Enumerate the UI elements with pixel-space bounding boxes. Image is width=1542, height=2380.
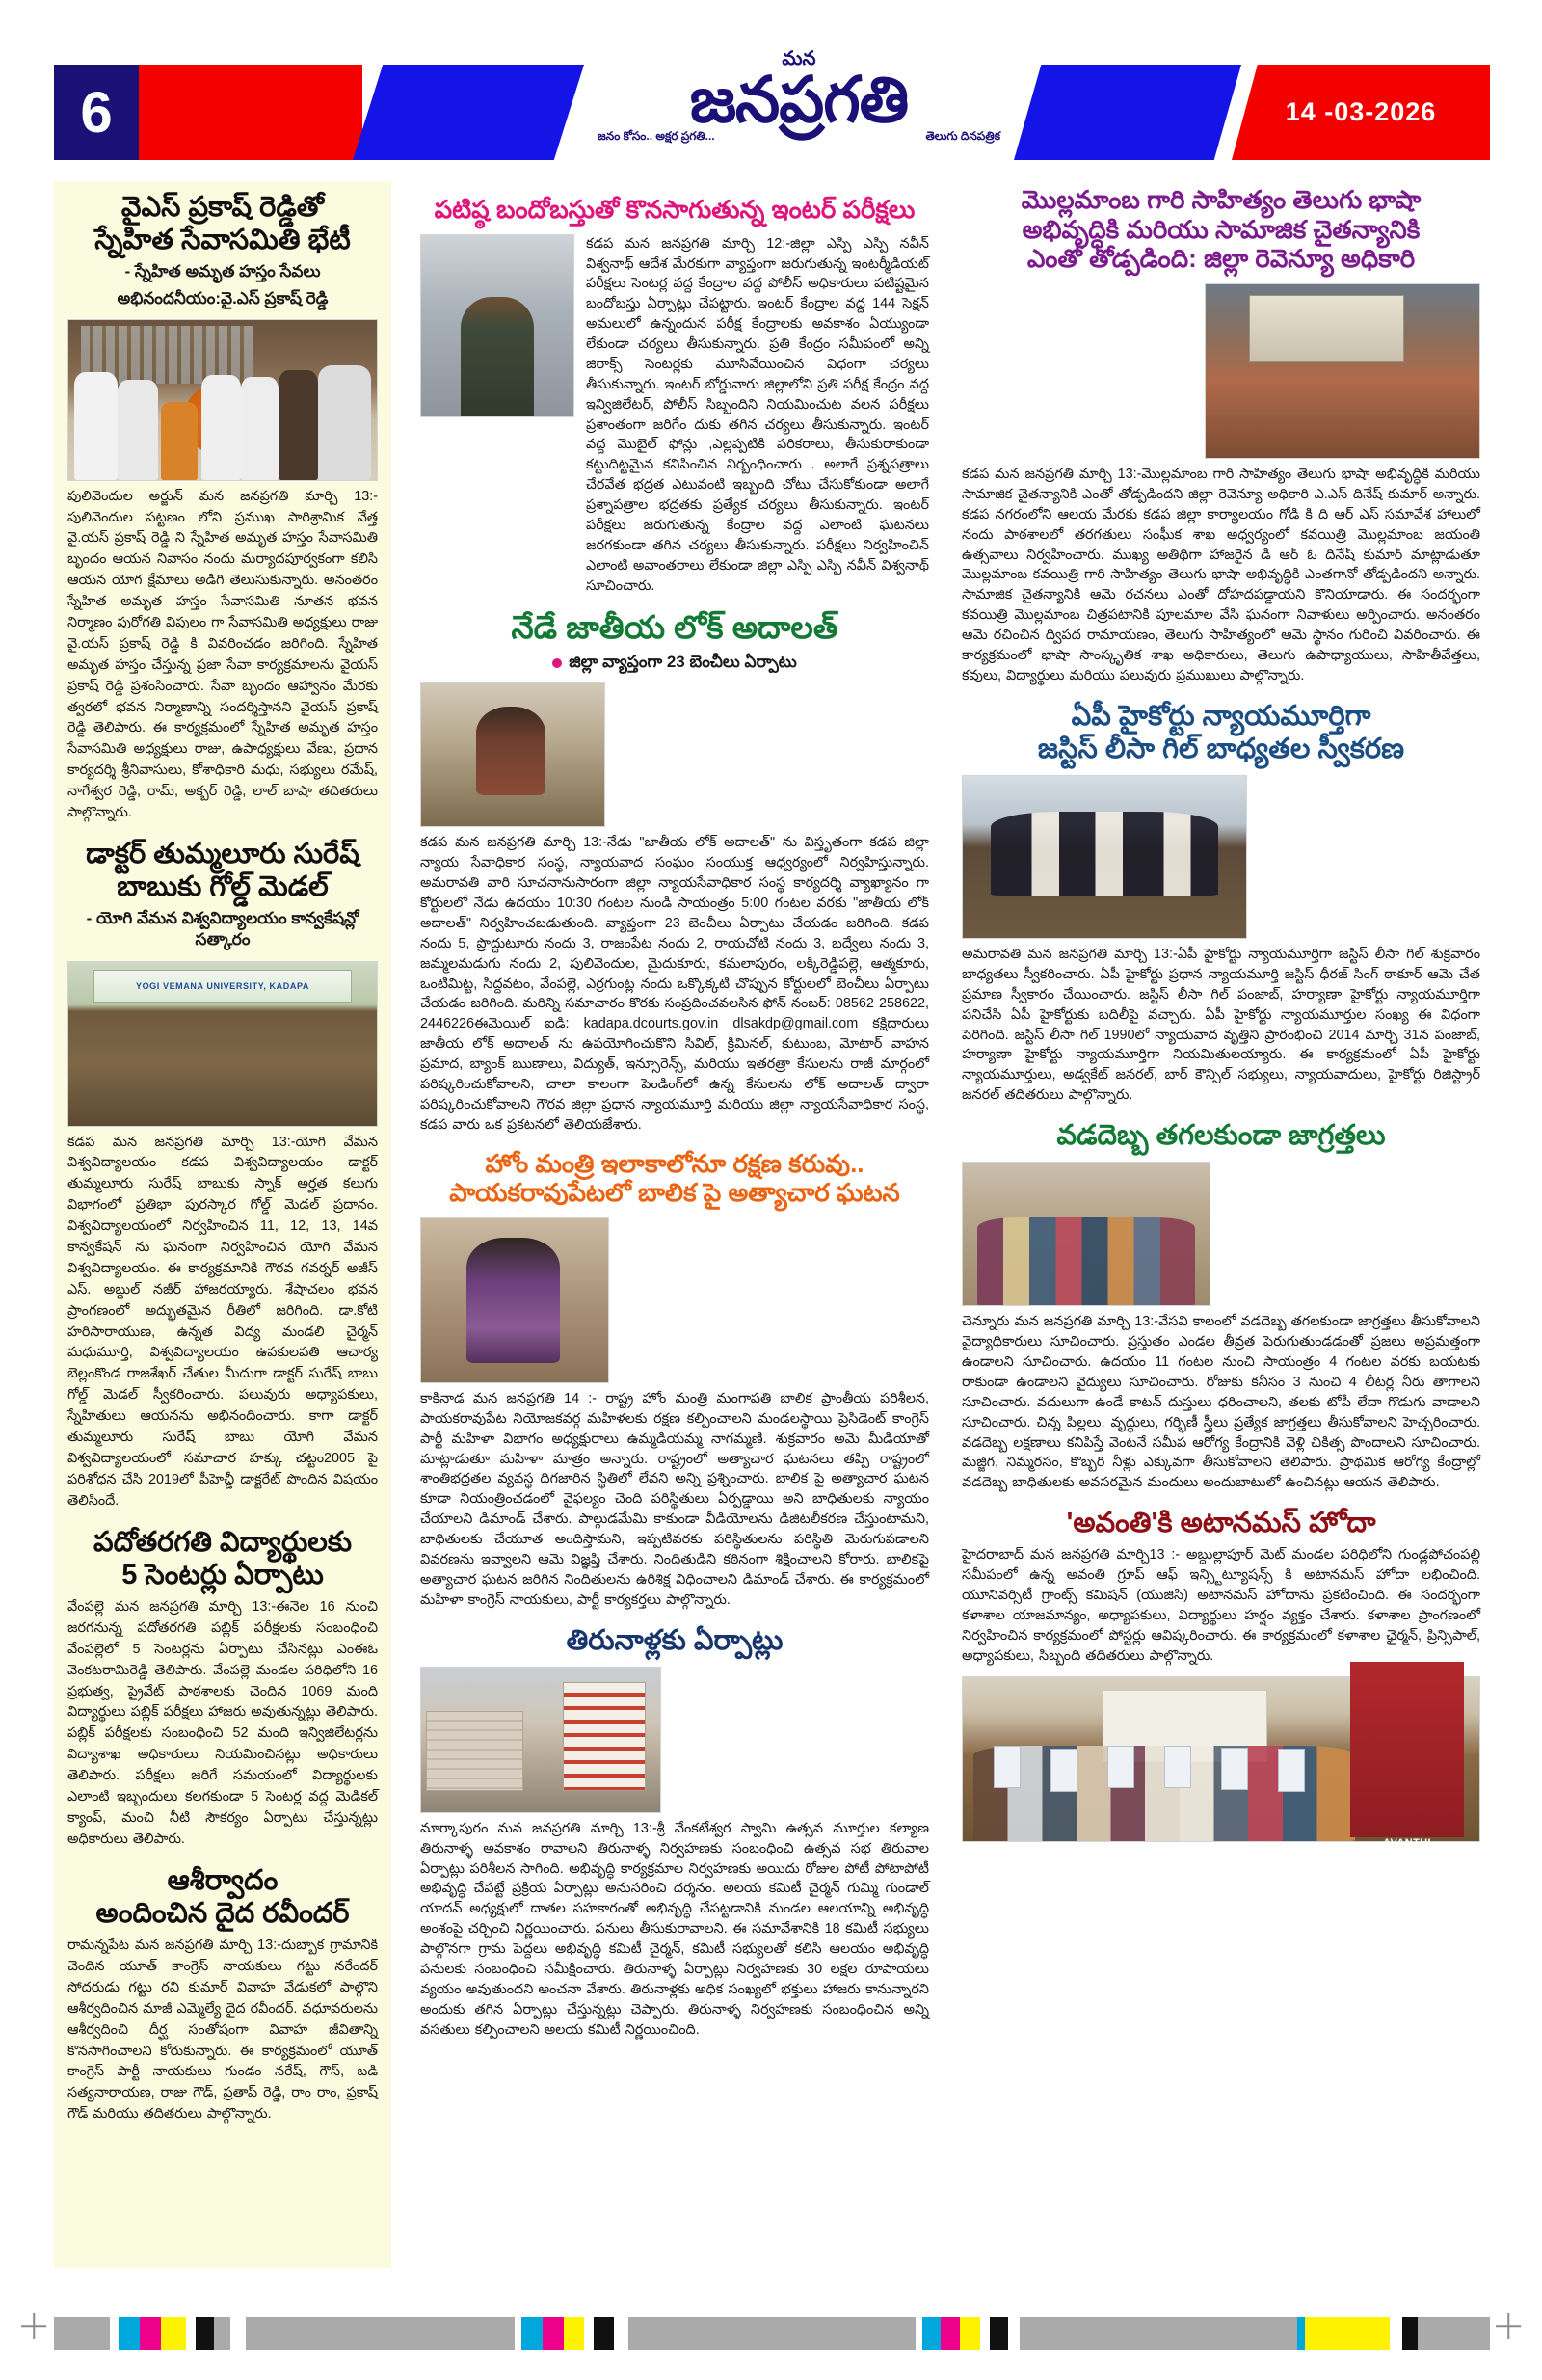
article-body: అమరావతి మన జనప్రగతి మార్చి 13:-ఏపీ హైకోర్టు న్యాయమూర్తిగా జస్టిస్ లీసా గిల్ శుక్రవారం బాధ్యతలు స్వీకరించారు. ఏపీ హైకోర్టు ప్రధాన న్యాయమూర్తి జస్టిస్ ధీరజ్ సింగ్ ఠాకూర్ ఆమె చేత ప్రమాణ స్వీకారం చేయించారు. జస్టిస్ లీసా గిల్ పంజాబ్, హర్యాణా హైకోర్టు న్యాయమూర్తిగా పనిచేసి ఏపీ హైకోర్టుకు బదిలీపై వచ్చారు. ఏపీ హైకోర్టు న్యాయమూర్తుల సంఖ్య ఈ విధంగా పెరిగింది. జస్టిస్ లీసా గిల్ 1990లో న్యాయవాద వృత్తిని ప్రారంభించి 2014 మార్చి 31న పంజాబ్, హర్యాణా హైకోర్టు న్యాయమూర్తిగా నియమితులయ్యారు. ఈ కార్యక్రమంలో ఏపీ హైకోర్టు న్యాయమూర్తులు, అడ్వకేట్ జనరల్, బార్ కౌన్సిల్ సభ్యులు, న్యాయవాదులు, హైకోర్టు రిజిస్ట్రార్ జనరల్ తదితరులు పాల్గొన్నారు.: [962, 947, 1480, 1104]
article-body: మార్కాపురం మన జనప్రగతి మార్చి 13:-శ్రీ వేంకటేశ్వర స్వామి ఉత్సవ మూర్తుల కల్యాణ తిరునాళ్ళ అవకాశం రావాలని తిరునాళ్ళ నిర్వహణకు సంబంధించి ఉత్సవ సభ తిరువాల ఏర్పాట్లు పరిశీలన సాగింది. అభివృద్ధి కార్యక్రమాల నిర్వహణకు అయిదు రోజుల పోటీ పోటాపోటీ అభివృద్ధి చేపట్టే ప్రక్రియ ఏర్పాట్లు అనుసరించి దర్శనం. అలయ కమిటీ చైర్మన్ గుమ్మి గుండాల్ యాదవ్ అధ్యక్షులో దాతల సహకారంతో అభివృద్ధి చేపట్టడానికి మండల ఆలయాన్ని అభివృద్ధి అంశంపై చర్చించి నిర్ణయించారు. పనులు తీసుకురావాలని. ఈ సమావేశానికి 18 కమిటీ సభ్యులు పాల్గొనగా గ్రామ పెద్దలు అభివృద్ధి కమిటీ చైర్మన్, కమిటీ సభ్యులతో కలిసి ఆలయం అభివృద్ధి పనులకు సంబంధించి సమీక్షించారు. తిరునాళ్ళ ఏర్పాట్లు నిర్వహణకు 30 లక్షల రూపాయలు వ్యయం అవుతుందని అంచనా వేశారు. తిరునాళ్లకు అధిక సంఖ్యలో భక్తులు హాజరు కానున్నారని అందుకు తగిన ఏర్పాట్లు చేస్తున్నట్లు చెప్పారు. తిరునాళ్ళ నిర్వహణకు సంబంధించిన అన్ని వసతులు కల్పించాలని అలయ కమిటీ నిర్ణయించింది.: [420, 1820, 929, 2038]
headline-line-2: పాయకరావుపేటలో బాలిక పై అత్యాచార ఘటన: [449, 1178, 900, 1208]
article-body: చెన్నూరు మన జనప్రగతి మార్చి 13:-వేసవి కాలంలో వడదెబ్బ తగలకుండా జాగ్రత్తలు తీసుకోవాలని వైద్యాధికారులు సూచించారు. ప్రస్తుతం ఎండల తీవ్రత పెరుగుతుండడంతో ప్రజలు అప్రమత్తంగా ఉండాలని సూచించారు. ఉదయం 11 గంటల నుంచి సాయంత్రం 4 గంటల వరకు బయటకు రాకుండా ఉండాలని వైద్యులు సూచించారు. రోజుకు కనీసం 3 నుంచి 4 లీటర్ల నీరు తాగాలని సూచించారు. వదులుగా ఉండే కాటన్ దుస్తులు ధరించాలని, తలకు టోపీ లేదా గొడుగు వాడాలని సూచించారు. చిన్న పిల్లలు, వృద్ధులు, గర్భిణీ స్త్రీలు ప్రత్యేక జాగ్రత్తలు తీసుకోవాలని హెచ్చరించారు. వడదెబ్బ లక్షణాలు కనిపిస్తే వెంటనే సమీప ఆరోగ్య కేంద్రానికి వెళ్లి చికిత్స పొందాలని సూచించారు. మజ్జిగ, నిమ్మరసం, కొబ్బరి నీళ్లు ఎక్కువగా తీసుకోవాలని తెలిపారు. ప్రాథమిక ఆరోగ్య కేంద్రాల్లో వడదెబ్బ బాధితులకు అవసరమైన మందులు అందుబాటులో ఉంచినట్లు ఆయన తెలిపారు.: [962, 1314, 1480, 1491]
column-1: [54, 181, 391, 2268]
headline: నేడే జాతీయ లోక్ అదాలత్: [511, 609, 838, 646]
subheadline: [420, 652, 929, 673]
headline-line-1: ఏపీ హైకోర్టు న్యాయమూర్తిగా: [1071, 700, 1371, 732]
headline-line-1: మొల్లమాంబ గారి సాహిత్యం తెలుగు భాషా: [1021, 185, 1422, 214]
cmyk-color-bar: [54, 2317, 1490, 2350]
cmyk-swatch: [110, 2317, 120, 2350]
subheadline-line-1: - స్నేహిత అమృత హస్తం సేవలు: [124, 262, 321, 281]
article-body: కడప మన జనప్రగతి మార్చి 13:-నేడు "జాతీయ లోక్ అదాలత్" ను విస్తృతంగా కడప జిల్లా న్యాయ సేవాధికార సంస్థ, న్యాయవాద సంఘం సంయుక్త ఆధ్వర్యంలో నిర్వహిస్తున్నారు. అమరావతి వారి సూచనానుసారంగా జిల్లా న్యాయసేవాధికార సంస్థ కార్యదర్శి వ్యాఖ్యానం గా కోర్టులలో నేడు ఉదయం 10:30 గంటల నుండి సాయంత్రం 5:00 గంటల వరకు "జాతీయ లోక్ అదాలత్" నిర్వహించబడుతుంది. వ్యాప్తంగా 23 బెంచీలు ఏర్పాటు చేయడం జరిగింది. కడప నందు 5, ప్రొద్దుటూరు నందు 3, రాజంపేట నందు 2, రాయచోటి నందు 3, బద్వేలు నందు 3, జమ్మలమడుగు నందు 2, పులివెందుల, మైదుకూరు, కమలాపురం, లక్కిరెడ్డిపల్లె, ఆత్మకూరు, ఒంటిమిట్ట, సిద్దవటం, వేంపల్లె, ఎర్రగుంట్ల నందు ఒక్కొక్కటి చొప్పున కోర్టులలో బెంచీలు ఏర్పాటు చేయడం జరిగింది. మరిన్ని సమాచారం కొరకు సంప్రదించవలసిన ఫోన్ నంబర్: 08562 258622, 2446226ఈమెయిల్ ఐడి: kadapa.dcourts.gov.in dlsakdp@gmail.com కక్షిదారులు జాతీయ లోక్ అదాలత్ ను ఉపయోగించుకొని సివిల్, క్రిమినల్, కుటుంబ, మోటార్ వాహన ప్రమాద, బ్యాంక్ ఋణాలు, విద్యుత్, ఇన్సూరెన్స్, మరియు ఇతరత్రా కేసులను రాజీ మార్గంలో పరిష్కరించుకోవాలని, చాలా కాలంగా పెండింగ్‌లో ఉన్న కేసులను లోక్ అదాలత్ ద్వారా పరిష్కరించుకోవాలని గౌరవ జిల్లా ప్రధాన న్యాయమూర్తి మరియు జిల్లా న్యాయసేవాధికార సంస్థ, కడప వారు ఒక ప్రకటనలో తెలియజేశారు.: [420, 835, 929, 1133]
cmyk-swatch: [960, 2317, 981, 2350]
cmyk-swatch: [1444, 2317, 1490, 2350]
page-number: 6: [54, 65, 139, 160]
article-body-intro: [962, 283, 1193, 459]
headline: వడదెబ్బ తగలకుండా జాగ్రత్తలు: [1056, 1120, 1386, 1152]
cmyk-swatch: [140, 2317, 161, 2350]
article-exam-centres: [67, 1526, 378, 1851]
article-assault-case: [420, 1149, 929, 1611]
photo-temple-construction: [420, 1667, 661, 1813]
masthead-blue-band-left: [353, 65, 584, 160]
podium-line-1: AVANTHI: [1382, 1837, 1431, 1850]
article-body: హైదరాబాద్ మన జనప్రగతి మార్చి13 :- అబ్దుల్లాపూర్ మెట్ మండల పరిధిలోని గుండ్లపోచంపల్లి సమీపంలో ఉన్న అవంతి గ్రూప్ ఆఫ్ ఇన్స్టిట్యూషన్స్ కి అటానమస్ హోదా లభించింది. యూనివర్సిటీ గ్రాంట్స్ కమిషన్ (యుజిసి) అటానమస్ హోదాను ప్రకటించింది. ఈ సందర్భంగా కళాశాల యాజమాన్యం, అధ్యాపకులు, విద్యార్థులు హర్షం వ్యక్తం చేశారు. కళాశాల ప్రాంగణంలో నిర్వహించిన కార్యక్రమంలో పోస్టర్లు ఆవిష్కరించారు. ఈ కార్యక్రమంలో కళాశాల ఛైర్మన్, ప్రిన్సిపాల్, అధ్యాపకులు, సిబ్బంది తదితరులు పాల్గొన్నారు.: [962, 1547, 1480, 1664]
headline: పటిష్ఠ బందోబస్తుతో కొనసాగుతున్న ఇంటర్ పరీక్షలు: [434, 195, 916, 224]
headline-line-1: ఆశీర్వాదం: [167, 1864, 279, 1896]
poster-icon: [1221, 1748, 1248, 1790]
poster-icon: [1278, 1749, 1305, 1791]
cmyk-swatch: [990, 2317, 1008, 2350]
tagline-right: తెలుగు దినపత్రిక: [925, 129, 1000, 144]
cmyk-swatch: [54, 2317, 110, 2350]
article-body-intro: [1259, 775, 1480, 939]
cmyk-swatch: [230, 2317, 247, 2350]
article-gold-medal: [67, 838, 378, 1512]
university-banner-text: YOGI VEMANA UNIVERSITY, KADAPA: [93, 970, 353, 1003]
article-justice-lisa-gill: [962, 700, 1480, 1106]
article-body-intro: [617, 682, 929, 827]
cmyk-swatch: [628, 2317, 916, 2350]
article-body-intro: [1222, 1162, 1480, 1306]
cmyk-swatch: [1008, 2317, 1020, 2350]
cmyk-swatch: [196, 2317, 214, 2350]
podium-line-2: GROUP: [1392, 1851, 1422, 1859]
cmyk-swatch: [543, 2317, 564, 2350]
headline-line-1: పదోతరగతి విద్యార్థులకు: [93, 1526, 353, 1558]
article-body: కడప మన జనప్రగతి మార్చి 13:-మొల్లమాంబ గారి సాహిత్యం తెలుగు భాషా అభివృద్ధికి మరియు సామాజిక చైతన్యానికి ఎంతో తోడ్పడిందని జిల్లా రెవెన్యూ అధికారి ఎ.ఎస్ దినేష్ కుమార్ అన్నారు. కడప నగరంలోని ఆలయ మేరకు కడప జిల్లా కార్యాలయం గోడి కి ది ఆర్ ఎస్ సమావేశ హాలులో నందు పాఠశాలలో తరగతులు సంఘీక శాఖ అధ్వర్యంలో కవయిత్రి మొల్లమాంబ జయంతి ఉత్సవాలు నిర్వహించారు. ముఖ్య అతిథిగా హాజరైన డి ఆర్ ఓ దినేష్ కుమార్ మాట్లాడుతూ మొల్లమాంబ కవయిత్రి గారి సాహిత్యం తెలుగు భాషా అభివృద్ధికి ఎంతగానో తోడ్పడిందని అన్నారు. సామాజిక చైతన్యానికి ఆమె రచనలు ఎంతో దోహదపడ్డాయని కొనియాడారు. ఈ సందర్భంగా కవయిత్రి మొల్లమాంబ చిత్రపటానికి పూలమాల వేసి ఘనంగా నివాళులు అర్పించారు. అనంతరం ఆమె రచించిన ద్విపద రామాయణం, తెలుగు సాహిత్యంలో ఆమె స్థానం గురించి వివరించారు. ఈ కార్యక్రమంలో భాషా సాంస్కృతిక శాఖ అధికారులు, తెలుగు ఉపాధ్యాయులు, సాహితీవేత్తలు, కవులు, విద్యార్థులు మరియు పలువురు ప్రముఖులు పాల్గొన్నారు.: [962, 467, 1480, 683]
article-body: కడప మన జనప్రగతి మార్చి 12:-జిల్లా ఎస్పి ఎస్పి నవీన్ విశ్వనాథ్ ఆదేశ మేరకుగా వ్యాప్తంగా జరుగుతున్న ఇంటర్మీడియట్ పరీక్షలు సెంటర్ల వద్ద కేంద్రాల వద్ద పోలీస్ అధికారులు పటిష్టమైన బందోబస్తు ఏర్పాట్లు చేపట్టారు. ఇంటర్ కేంద్రాల వద్ద 144 సెక్షన్ అమలులో ఉన్నందున పరీక్ష కేంద్రాలకు అవకాశం ఏయ్యుండా లేకుండా చర్యలు తీసుకున్నారు. ప్రతి కేంద్రం సమీపంలో అన్ని జిరాక్స్ సెంటర్లకు మూసివేయించిన విధంగా చర్యలు తీసుకున్నారు. ఇంటర్ బోర్డువారు జిల్లాలోని ప్రతి పరీక్ష కేంద్రం వద్ద ఇన్విజిలేటర్, పోలీస్ సిబ్బందిని నియమించుట వలన పరీక్షలు ప్రశాంతంగా జరిగేం దుకు తగిన చర్యలు తీసుకున్నారు. ఇంటర్ వద్ద మొబైల్ ఫోన్లు ,ఎల్లప్పటికి పరికరాలు, తీసుకురాకుండా కట్టుదిట్టమైన కనిపించిన నిర్బంధించారు . అలాగే ప్రశ్నపత్రాలు చేరవేత భద్రత ఎటువంటి ఇబ్బంది చోటు చేసుకోకుండా అలాగే ప్రశ్నాపత్రాల భద్రతకు ప్రత్యేక చర్యలు తీసుకున్నారు. ఇంటర్ పరీక్షలు జరుగుతున్న కేంద్రాల వద్ద ఎలాంటి ఘటనలు జరగకుండా తగిన చర్యలు తీసుకున్నారు. పరీక్షలు నిర్వహించిన్ ఎలాంటి అవాంతరాలు లేకుండా జిల్లా ఎస్పి ఎస్పి నవీన్ విశ్వనాథ్ సూచించారు.: [586, 235, 929, 594]
photo-high-court-oath: [962, 775, 1247, 939]
photo-woman-leader: [420, 1217, 609, 1383]
cmyk-swatch: [1305, 2317, 1391, 2350]
article-ys-prakash-meeting: [67, 191, 378, 824]
article-avanthi-autonomous: [962, 1507, 1480, 1881]
headline: 'అవంతి'కి అటానమస్ హోదా: [1066, 1508, 1376, 1539]
cmyk-swatch: [214, 2317, 230, 2350]
cmyk-swatch: [980, 2317, 990, 2350]
headline-line-2: స్నేహిత సేవాసమితి భేటీ: [94, 225, 351, 256]
cmyk-swatch: [1418, 2317, 1443, 2350]
photo-health-camp: [962, 1162, 1210, 1306]
cmyk-swatch: [246, 2317, 515, 2350]
article-lok-adalat: [420, 609, 929, 1135]
logo-title: జనప్రగతి: [689, 64, 909, 135]
subheadline-text: జిల్లా వ్యాప్తంగా 23 బెంచీలు ఏర్పాటు: [569, 653, 797, 672]
article-thirunallu: [420, 1624, 929, 2041]
masthead-blue-band-right: [1014, 65, 1241, 160]
cmyk-swatch: [564, 2317, 585, 2350]
masthead: [54, 48, 1490, 160]
logo-kicker: మన: [782, 48, 816, 69]
poster-icon: [994, 1746, 1021, 1788]
headline-line-1: హోం మంత్రి ఇలాకాలోనూ రక్షణ కరువు..: [485, 1148, 864, 1178]
cmyk-swatch: [584, 2317, 594, 2350]
column-2: [409, 181, 941, 2268]
headline-line-2: జస్టిస్ లీసా గిల్ బాధ్యతల స్వీకరణ: [1037, 733, 1405, 764]
registration-mark-right: [1496, 2313, 1521, 2339]
column-gutter-1: [391, 181, 409, 2268]
article-heatstroke-precautions: [962, 1119, 1480, 1493]
article-body: పులివెందుల అర్జున్ మన జనప్రగతి మార్చి 13:- పులివెందుల పట్టణం లోని ప్రముఖ పారిశ్రామిక వేత్త వై.యస్ ప్రకాష్ రెడ్డి ని స్నేహిత అమృత హస్తం సేవాసమితి బృందం ఆయన నివాసం నందు మర్యాదపూర్వకంగా కలిసి ఆయన యోగ క్షేమాలు అడిగి తెలుసుకున్నారు. అనంతరం స్నేహిత అమృత హస్తం సేవాసమితి నూతన భవన నిర్మాణం పురోగతి విపులం గా సేవాసమితి అధ్యక్షులు రాజు వై.యస్ ప్రకాష్ రెడ్డి కి వివరించడం జరిగింది. స్నేహిత అమృత హస్తం చేస్తున్న ప్రజా సేవా కార్యక్రమాలను వైయస్ ప్రకాష్ రెడ్డి ప్రశంసించారు. సేవా బృందం ఆహ్వానం మేరకు త్వరలో భవన నిర్మాణాన్ని సందర్శిస్తానని వైయస్ ప్రకాష్ రెడ్డి తెలిపారు. ఈ కార్యక్రమంలో స్నేహిత అమృత హస్తం సేవాసమితి అధ్యక్షులు రాజు, ఉపాధ్యక్షులు వేణు, ప్రధాన కార్యదర్శి శ్రీనివాసులు, కోశాధికారి మధు, సభ్యులు రమేష్, నాగేశ్వర రెడ్డి, రామ్, అక్బర్ రెడ్డి, లాల్ బాషా తదితరులు పాల్గొన్నారు.: [67, 488, 378, 820]
poster-icon: [1164, 1746, 1191, 1788]
photo-convocation: [67, 961, 378, 1127]
cmyk-swatch: [119, 2317, 140, 2350]
column-3: [952, 181, 1490, 2268]
photo-police-officer: [420, 234, 574, 417]
publication-date: 14 -03-2026: [1285, 97, 1437, 126]
column-gutter-2: [941, 181, 952, 2268]
poster-icon: [1050, 1749, 1077, 1791]
content-columns: [54, 181, 1490, 2268]
poster-icon: [1107, 1746, 1134, 1788]
cmyk-swatch: [1020, 2317, 1297, 2350]
masthead-red-band-left: [139, 65, 362, 160]
bullet-icon: [552, 658, 562, 668]
cmyk-swatch: [922, 2317, 941, 2350]
article-body: కాకినాడ మన జనప్రగతి 14 :- రాష్ట్ర హోం మంత్రి మంగాపతి బాలిక ప్రాంతీయ పరిశీలన, పాయకరావుపేట నియోజకవర్గ మహిళలకు రక్షణ కల్పించాలని మండలస్థాయి ప్రెసిడెంట్ కాంగ్రెస్ పార్టీ మహిళా విభాగం అధ్యక్షురాలు ఉమ్మడియమ్మ నాగమ్మణి. శుక్రవారం అమె మీడియాతో మాట్లాడుతూ మహిళా మాత్రం అన్నారు. రాష్ట్రంలో అత్యాచార ఘటనలు తప్పి రాష్ట్రంలో శాంతిభద్రతల వ్యవస్థ దిగజారిన స్థితిలో లేవని అన్ని ప్రశ్నించారు. బాలిక పై అత్యాచార ఘటన కూడా నియంత్రించడంలో వైఫల్యం చెంది పరిస్థితులు ఏర్పడ్డాయి అని బాధితులకు న్యాయం చేయాలని డిమాండ్ చేశారు. పాల్గుడమేమి కాకుండా వీడియోలను డిజిటలీకరణ చేస్తుంటామని, బాధితులకు చేయూత అందిస్తామని, ఇప్పటివరకు పరిస్థితులను పరిస్థితి మెరుగుపడాలని వివరణను ఇవ్వాలని ఆమె విజ్ఞప్తి చేశారు. నిందితుడిని కఠినంగా శిక్షించాలని కోరారు. బాలికపై అత్యాచార ఘటన జరిగిన నిందితులను ఉరిశిక్ష విధించాలని డిమాండ్ చేశారు. ఈ కార్యక్రమంలో మహిళా కాంగ్రెస్ నాయకులు, పార్టీ కార్యకర్తలు పాల్గొన్నారు.: [420, 1390, 929, 1608]
cmyk-swatch: [916, 2317, 922, 2350]
cmyk-swatch: [186, 2317, 196, 2350]
subheadline: - యోగి వేమన విశ్వవిద్యాలయం కాన్వకేషన్లో సత్కారం: [86, 909, 359, 949]
publication-logo: [582, 49, 1016, 173]
headline-line-2: బాబుకు గోల్డ్ మెడల్: [117, 871, 329, 903]
podium-line-4: INSTITUTIONS: [1370, 1870, 1444, 1881]
cmyk-swatch: [1390, 2317, 1401, 2350]
cmyk-swatch: [941, 2317, 959, 2350]
article-mollamamba: [962, 185, 1480, 686]
article-body-intro: [673, 1667, 929, 1813]
photo-avanthi-poster-launch: [962, 1676, 1480, 1881]
headline: తిరునాళ్లకు ఏర్పాట్లు: [566, 1624, 784, 1656]
article-body: కడప మన జనప్రగతి మార్చి 13:-యోగి వేమన విశ్వవిద్యాలయం కడప విశ్వవిద్యాలయం డాక్టర్ తుమ్మలూరు సురేష్ బాబుకు స్నాక్ అర్హత కలుగు విభాగంలో ప్రతిభా పురస్కార గోల్డ్ మెడల్ ప్రదానం. విశ్వవిద్యాలయంలో నిర్వహించిన 11, 12, 13, 14వ కాన్వకేషన్ ను ఘనంగా నిర్వహించిన యోగి వేమన విశ్వవిద్యాలయం. ఈ కార్యక్రమానికి గౌరవ గవర్నర్ అజీస్ ఎస్. అబ్దుల్ నజీర్ హాజరయ్యారు. శేషాచలం భవన ప్రాంగణంలో అద్భుతమైన రీతిలో జరిగింది. డా.కోటి హరిసారాయుణ, ఉన్నత విద్య మండలి చైర్మన్ మధుమూర్తి, విశ్వవిద్యాలయం ఉపకులపతి ఆచార్య బెల్లంకొండ రాజశేఖర్ చేతుల మీదుగా డాక్టర్ సురేష్ బాబు గోల్డ్ మెడల్ స్వీకరించారు. పలువురు అధ్యాపకులు, స్నేహితులు ఆయనను అభినందించారు. కాగా డాక్టర్ తుమ్మలూరు సురేష్ బాబు యోగి వేమన విశ్వవిద్యాలయంలో సమాచార హక్కు చట్టం2005 పై పరిశోధన చేసి 2019లో పీహెచ్డీ డాక్టరేట్ పొందిన విషయం తెలిసిందే.: [67, 1134, 378, 1509]
cmyk-swatch: [594, 2317, 615, 2350]
cmyk-swatch: [614, 2317, 627, 2350]
article-body-intro: [621, 1217, 929, 1383]
tagline-left: జనం కోసం.. అక్షర ప్రగతి...: [598, 129, 715, 144]
headline-line-1: వైఎస్ ప్రకాష్ రెడ్డితో: [120, 192, 325, 223]
photo-mollamamba-jayanti: [1205, 283, 1480, 459]
headline-line-1: డాక్టర్ తుమ్మలూరు సురేష్: [86, 838, 359, 869]
cmyk-swatch: [521, 2317, 543, 2350]
photo-ys-prakash-meeting: [67, 319, 378, 481]
cmyk-swatch: [515, 2317, 521, 2350]
registration-mark-left: [21, 2313, 46, 2339]
subheadline-line-2: అభినందనీయం:వై.ఎస్ ప్రకాష్ రెడ్డి: [117, 288, 329, 308]
headline-line-2: 5 సెంటర్లు ఏర్పాటు: [121, 1559, 324, 1591]
article-inter-exams: [420, 195, 929, 596]
article-body: రామన్నపేట మన జనప్రగతి మార్చి 13:-దుబ్బాక గ్రామానికి చెందిన యూత్ కాంగ్రెస్ నాయకులు గట్టు నరేందర్ సోదరుడు గట్టు రవి కుమార్ వివాహ వేడుకలో పాల్గొని ఆశీర్వదించిన మాజీ ఎమ్మెల్యే దైద రవీందర్. వధూవరులను ఆశీర్వదించి దీర్ఘ సంతోషంగా వివాహ జీవితాన్ని కొనసాగించాలని కోరుకున్నారు. ఈ కార్యక్రమంలో యూత్ కాంగ్రెస్ పార్టీ నాయకులు గుండం నరేష్, గౌస్, బడి సత్యనారాయణ, రాజు గౌడ్, ప్రతాప్ రెడ్డి, రాం రాం, ప్రకాష్ గౌడ్ మరియు తదితరులు పాల్గొన్నారు.: [67, 1938, 378, 2123]
podium-line-3: OF: [1401, 1860, 1413, 1869]
cmyk-swatch: [1297, 2317, 1304, 2350]
article-body: వేంపల్లె మన జనప్రగతి మార్చి 13:-ఈనెల 16 నుంచి జరగనున్న పదోతరగతి పబ్లిక్ పరీక్షలకు సంబంధించి వేంపల్లెలో 5 సెంటర్లను ఏర్పాటు చేసినట్లు ఎంఈఓ వెంకటరామిరెడ్డి తెలిపారు. వేంపల్లె మండల పరిధిలోని 16 ప్రభుత్వ, ప్రైవేట్ పాఠశాలకు చెందిన 1069 మంది విద్యార్థులు పబ్లిక్ పరీక్షలు హాజరు అవుతున్నట్లు తెలిపారు. పబ్లిక్ పరీక్షలకు సంబంధించి 52 మంది ఇన్విజిలేటర్లను విద్యాశాఖ అధికారులు నియమించినట్లు అధికారులు తెలిపారు. పరీక్షలు జరిగే సమయంలో విద్యార్థులకు ఎలాంటి ఇబ్బందులు కలగకుండా 5 సెంటర్ల వద్ద మెడికల్ క్యాంప్, మంచి నీటి సౌకర్యం ఏర్పాటు చేస్తున్నట్లు అధికారులు తెలిపారు.: [67, 1598, 378, 1847]
article-aashirvadam: [67, 1864, 378, 2126]
cmyk-swatch: [1402, 2317, 1419, 2350]
cmyk-swatch: [161, 2317, 186, 2350]
headline-line-3: ఎంతో తోడ్పడింది: జిల్లా రెవెన్యూ అధికారి: [1026, 244, 1416, 274]
headline-line-2: అభివృద్ధికి మరియు సామాజిక చైతన్యానికి: [1022, 214, 1421, 244]
photo-district-judge: [420, 682, 605, 827]
headline-line-2: అందించిన దైద రవీందర్: [95, 1897, 350, 1929]
avanthi-podium: [1350, 1662, 1464, 1881]
